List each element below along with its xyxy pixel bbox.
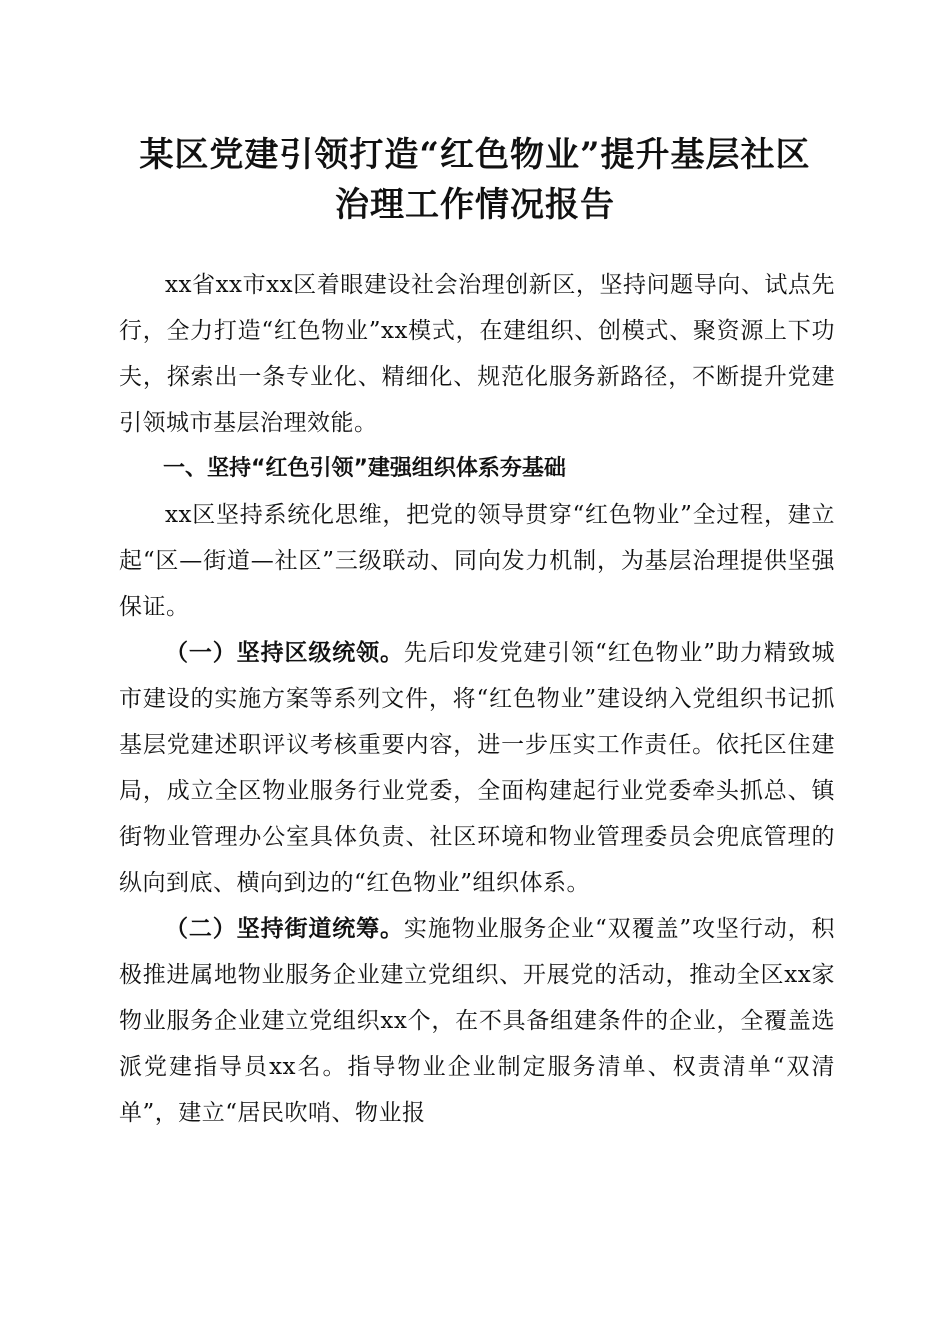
- title-line-2: 治理工作情况报告: [335, 185, 615, 225]
- document-body: [119, 262, 835, 1136]
- subsection-1-lead: （一）坚持区级统领。: [165, 639, 404, 666]
- section-1-intro-paragraph: xx区坚持系统化思维，把党的领导贯穿“红色物业”全过程，建立起“区—街道—社区”三级联动、同向发力机制，为基层治理提供坚强保证。: [119, 502, 835, 620]
- subsection-1-text: 先后印发党建引领“红色物业”助力精致城市建设的实施方案等系列文件，将“红色物业”建设纳入党组织书记抓基层党建述职评议考核重要内容，进一步压实工作责任。依托区住建局，成立全区物业服务行业党委，全面构建起行业党委牵头抓总、镇街物业管理办公室具体负责、社区环境和物业管理委员会兜底管理的纵向到底、横向到边的“红色物业”组织体系。: [119, 640, 835, 896]
- intro-paragraph: xx省xx市xx区着眼建设社会治理创新区，坚持问题导向、试点先行，全力打造“红色物业”xx模式，在建组织、创模式、聚资源上下功夫，探索出一条专业化、精细化、规范化服务新路径，不断提升党建引领城市基层治理效能。: [119, 272, 835, 436]
- title-line-1: 某区党建引领打造“红色物业”提升基层社区: [139, 135, 811, 175]
- subsection-2-paragraph: [119, 906, 835, 1136]
- document-title: [80, 130, 870, 230]
- subsection-2-lead: （二）坚持街道统筹。: [165, 915, 404, 942]
- subsection-2-text: 实施物业服务企业“双覆盖”攻坚行动，积极推进属地物业服务企业建立党组织、开展党的活动，推动全区xx家物业服务企业建立党组织xx个，在不具备组建条件的企业，全覆盖选派党建指导员xx名。指导物业企业制定服务清单、权责清单“双清单”，建立“居民吹哨、物业报: [119, 916, 835, 1126]
- section-1-heading: 一、坚持“红色引领”建强组织体系夯基础: [163, 456, 566, 481]
- subsection-1-paragraph: [119, 630, 835, 906]
